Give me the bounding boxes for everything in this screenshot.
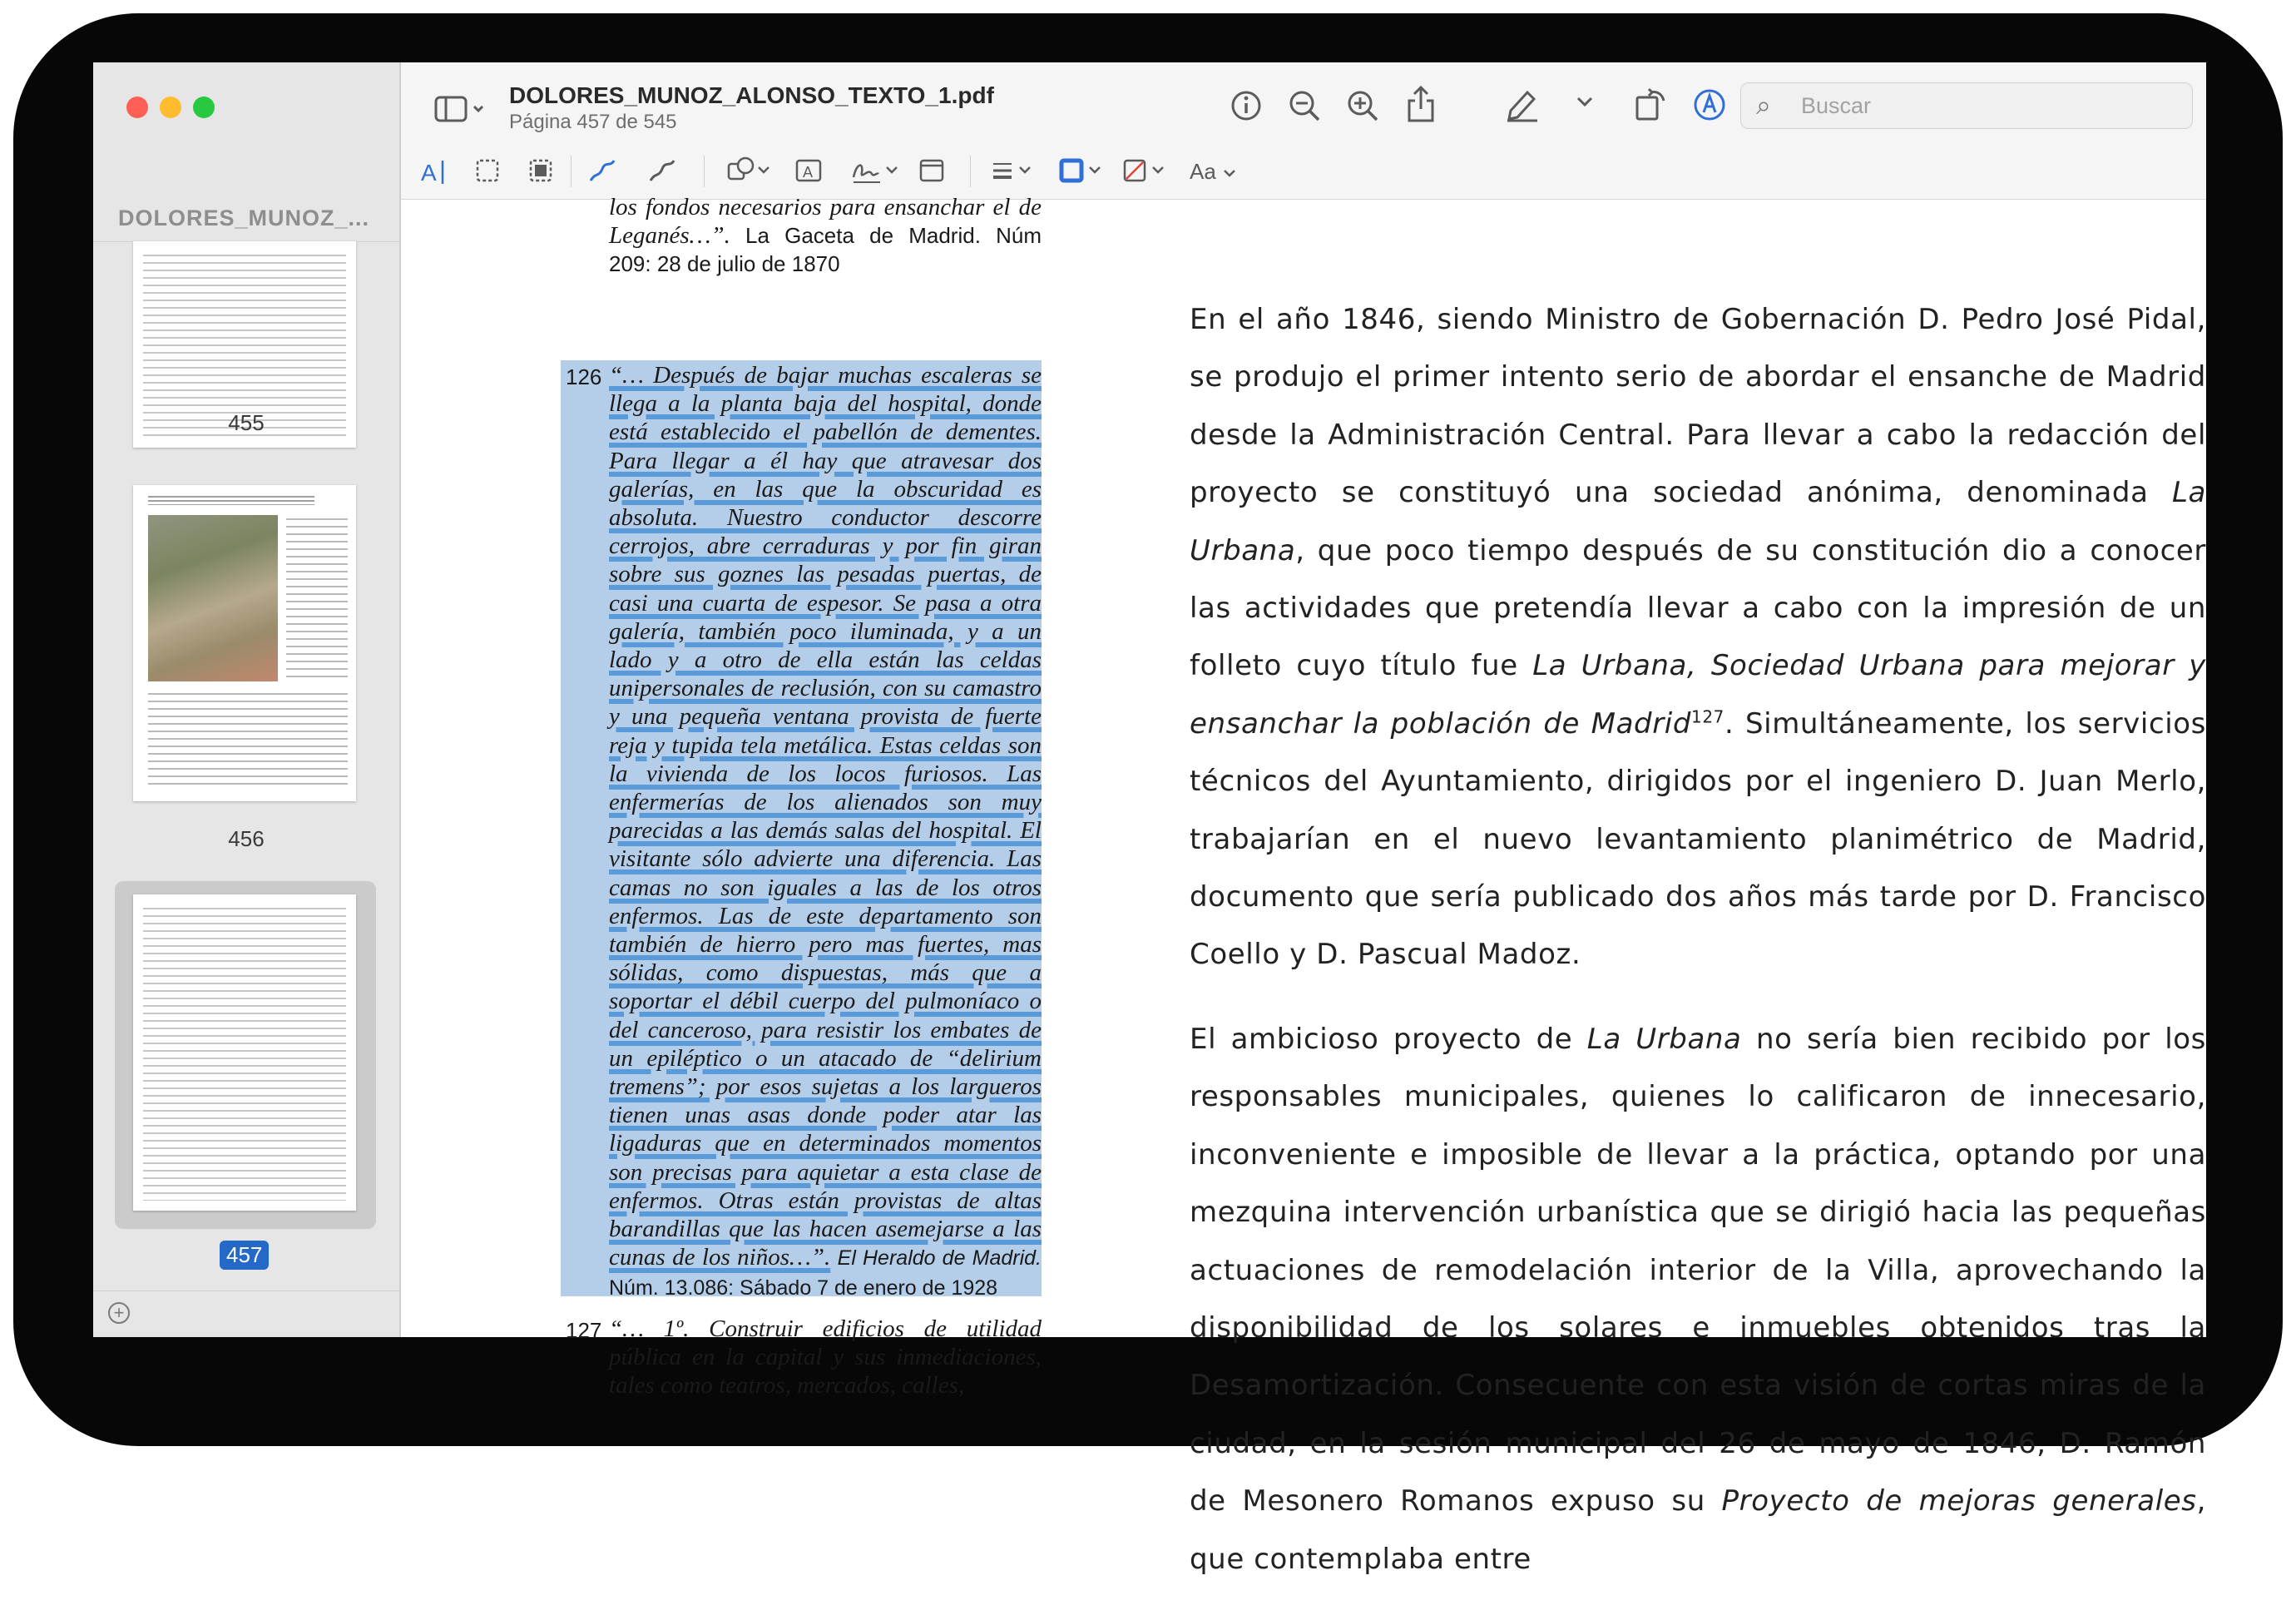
svg-text:A: A <box>803 164 814 181</box>
document-page-view[interactable] <box>401 194 2206 1576</box>
sidebar-icon <box>434 92 489 126</box>
form-tool[interactable] <box>918 157 945 188</box>
paragraph-2 <box>1190 1011 2206 1588</box>
text-style-menu[interactable] <box>1190 159 1240 184</box>
document-title: DOLORES_MUNOZ_ALONSO_TEXTO_1.pdf <box>509 82 994 108</box>
paragraph-1-text-a: En el año 1846, siendo Ministro de Gobernación D. Pedro José Pidal, se produjo el primer intento serio de abordar el ensanche de Madrid desde la Administración Central. Para llevar a cabo la redacción del proyecto se constituyó una sociedad anónima, denominada <box>1190 303 2206 510</box>
paragraph-2-text-a: El ambicioso proyecto de <box>1190 1022 1587 1056</box>
line-style-menu[interactable] <box>990 156 1038 190</box>
paragraph-1-text-b: , que poco tiempo después de su constitución dio a conocer las actividades que pretendía llevar a cabo con la impresión de un folleto cuyo título fue <box>1190 533 2206 683</box>
toolbar-separator <box>704 156 705 187</box>
sidebar-document-title: DOLORES_MUNOZ_... <box>118 206 370 230</box>
page-indicator: Página 457 de 545 <box>509 111 677 133</box>
thumbnail-side-column <box>286 515 348 681</box>
highlight-menu-button[interactable] <box>1576 96 1594 113</box>
info-icon <box>1230 89 1263 122</box>
markup-pen-icon <box>1692 87 1727 122</box>
search-icon: ⌕ <box>1756 90 1771 120</box>
highlighter-icon <box>1504 86 1541 122</box>
paragraph-1-italic-a: La Urbana <box>1190 476 2206 567</box>
rect-selection-tool[interactable] <box>474 157 501 188</box>
chevron-down-icon <box>1223 169 1236 179</box>
page-number-456: 456 <box>228 826 265 851</box>
share-button[interactable] <box>1404 84 1437 128</box>
footnote-125-source: La Gaceta de Madrid. Núm 209: 28 de julio de 1870 <box>609 223 1042 277</box>
rotate-button[interactable] <box>1632 86 1669 126</box>
paragraph-2-text-b: no sería bien recibido por los responsables municipales, quienes lo calificaron de innecesario, inconveniente e imposible de llevar a la práctica, optando por una mezquina intervención urbanística que se dirigió hacia las pequeñas actuaciones de remodelación interior de la Villa, aprovechando la disponibilidad de los solares e inmuebles obtenidos tras la Desamortización. Consecuente con esta visión de cortas miras de la ciudad, en la sesión municipal del 26 de mayo de 1846, D. Ramón de Mesonero Romanos expuso su <box>1190 1022 2206 1518</box>
sketch-icon <box>587 156 617 186</box>
paragraph-1-text-c: . Simultáneamente, los servicios técnicos del Ayuntamiento, dirigidos por el ingeniero D. Juan Merlo, trabajarían en el nuevo levantamiento planimétrico de Madrid, documento que sería publicado dos años más tarde por D. Francisco Coello y D. Pascual Madoz. <box>1190 706 2206 972</box>
text-style-label: Aa <box>1190 159 1216 184</box>
footnote-column <box>401 194 1150 1400</box>
shapes-tool[interactable] <box>725 156 774 190</box>
svg-text:A: A <box>421 160 437 186</box>
footnote-126-quote: “… Después de bajar muchas escaleras se llega a la planta baja del hospital, donde está establecido el pabellón de dementes. Para llegar a él hay que atravesar dos galerías, en las que la obscuridad es absoluta. Nuestro conductor descorre cerrojos, abre cerraduras y por fin giran sobre sus goznes las pesadas puertas, de casi una cuarta de espesor. Se pasa a otra galería, también poco iluminada, y a un lado y a otro de ella están las celdas unipersonales de reclusión, con su camastro y una pequeña ventana provista de fuerte reja y tupida tela metálica. Estas celdas son la vivienda de los locos furiosos. Las enfermerías de los alienados son muy parecidas a las demás salas del hospital. El visitante sólo advierte una diferencia. Las camas no son iguales a las de los otros enfermos. Las de este departamento son también de hierro pero mas fuertes, mas sólidas, como dispuestas, más que a soportar el débil cuerpo del pulmoníaco o del canceroso, para resistir los embates de un epiléptico o un atacado de “delirium tremens”; por esos sujetas a los largueros tienen unas asas donde poder atar las ligaduras que en determinados momentos son precisas para aquietar a esta clase de enfermos. Otras están provistas de altas barandillas que las hacen asemejarse a las cunas de los niños…”. <box>609 362 1042 1271</box>
footnote-126[interactable] <box>609 361 1042 1302</box>
page-thumbnail-456[interactable] <box>133 485 356 801</box>
page-number-455: 455 <box>228 410 265 435</box>
fill-color-icon <box>1121 156 1171 186</box>
signature-icon <box>850 156 903 186</box>
thumbnail-aerial-photo <box>148 515 278 681</box>
toolbar-separator <box>970 156 971 187</box>
line-style-icon <box>990 156 1038 186</box>
thumbnail-text-lines <box>143 904 346 1201</box>
toolbar-separator <box>571 156 572 187</box>
minimize-window-button[interactable] <box>160 97 181 118</box>
thumbnail-sidebar <box>93 62 401 1337</box>
redact-tool[interactable] <box>527 157 554 188</box>
chevron-down-icon <box>1576 96 1594 109</box>
search-field[interactable] <box>1740 82 2193 129</box>
border-color-icon <box>1058 156 1108 186</box>
text-box-icon <box>794 156 824 186</box>
zoom-in-icon <box>1346 89 1381 124</box>
window-icon <box>918 157 945 184</box>
preview-window <box>93 62 2206 1576</box>
redact-icon <box>527 157 554 184</box>
footnote-126-source-detail: Núm. 13.086: Sábado 7 de enero de 1928 <box>609 1276 998 1300</box>
dashed-rectangle-icon <box>474 157 501 184</box>
zoom-in-button[interactable] <box>1346 89 1381 128</box>
add-page-icon[interactable]: + <box>108 1302 130 1324</box>
text-cursor-icon <box>421 156 449 189</box>
fill-color-menu[interactable] <box>1121 156 1171 190</box>
paragraph-1-italic-b: La Urbana, Sociedad Urbana para mejorar y ensanchar la población de Madrid <box>1190 649 2206 741</box>
share-icon <box>1404 84 1437 124</box>
border-color-menu[interactable] <box>1058 156 1108 190</box>
zoom-out-icon <box>1288 89 1323 124</box>
text-box-tool[interactable] <box>794 156 824 190</box>
body-text-column <box>1190 291 2206 1615</box>
footnote-127: “… 1º. Construir edificios de utilidad pública en la capital y sus inmediaciones, tales como teatros, mercados, calles, <box>609 1315 1042 1400</box>
page-thumbnail-457[interactable] <box>133 894 356 1211</box>
rotate-icon <box>1632 86 1669 122</box>
footnote-ref-127[interactable]: 127 <box>1691 706 1724 727</box>
footnote-125-quote: los fondos necesarios para ensanchar el de Leganés…”. <box>609 194 1042 250</box>
highlight-button[interactable] <box>1504 86 1541 126</box>
footnote-number-126: 126 <box>566 364 602 389</box>
toolbar <box>401 62 2206 200</box>
footnote-125-continuation <box>609 193 1042 279</box>
page-number-457-selected: 457 <box>220 1241 269 1270</box>
sign-tool[interactable] <box>850 156 903 190</box>
text-selection-tool[interactable] <box>421 156 449 189</box>
paragraph-2-text-c: , que contemplaba entre <box>1190 1484 2206 1576</box>
search-input[interactable] <box>1799 90 2169 121</box>
thumbnail-text-lines <box>148 690 348 790</box>
paragraph-2-italic-b: Proyecto de mejoras generales <box>1721 1484 2197 1518</box>
markup-button[interactable] <box>1692 87 1727 126</box>
footnote-number-127: 127 <box>566 1318 602 1343</box>
draw-icon <box>647 156 677 186</box>
sidebar-toggle-button[interactable] <box>434 92 489 126</box>
paragraph-1 <box>1190 291 2206 984</box>
zoom-window-button[interactable] <box>193 97 215 118</box>
shapes-icon <box>725 156 774 186</box>
thumbnail-header <box>148 493 314 505</box>
info-button[interactable] <box>1230 89 1263 126</box>
draw-tool[interactable] <box>647 156 677 190</box>
sketch-tool[interactable] <box>587 156 617 190</box>
footnote-126-source-title: El Heraldo de Madrid. <box>837 1246 1042 1271</box>
close-window-button[interactable] <box>126 97 148 118</box>
zoom-out-button[interactable] <box>1288 89 1323 128</box>
paragraph-2-italic-a: La Urbana <box>1586 1022 1742 1056</box>
